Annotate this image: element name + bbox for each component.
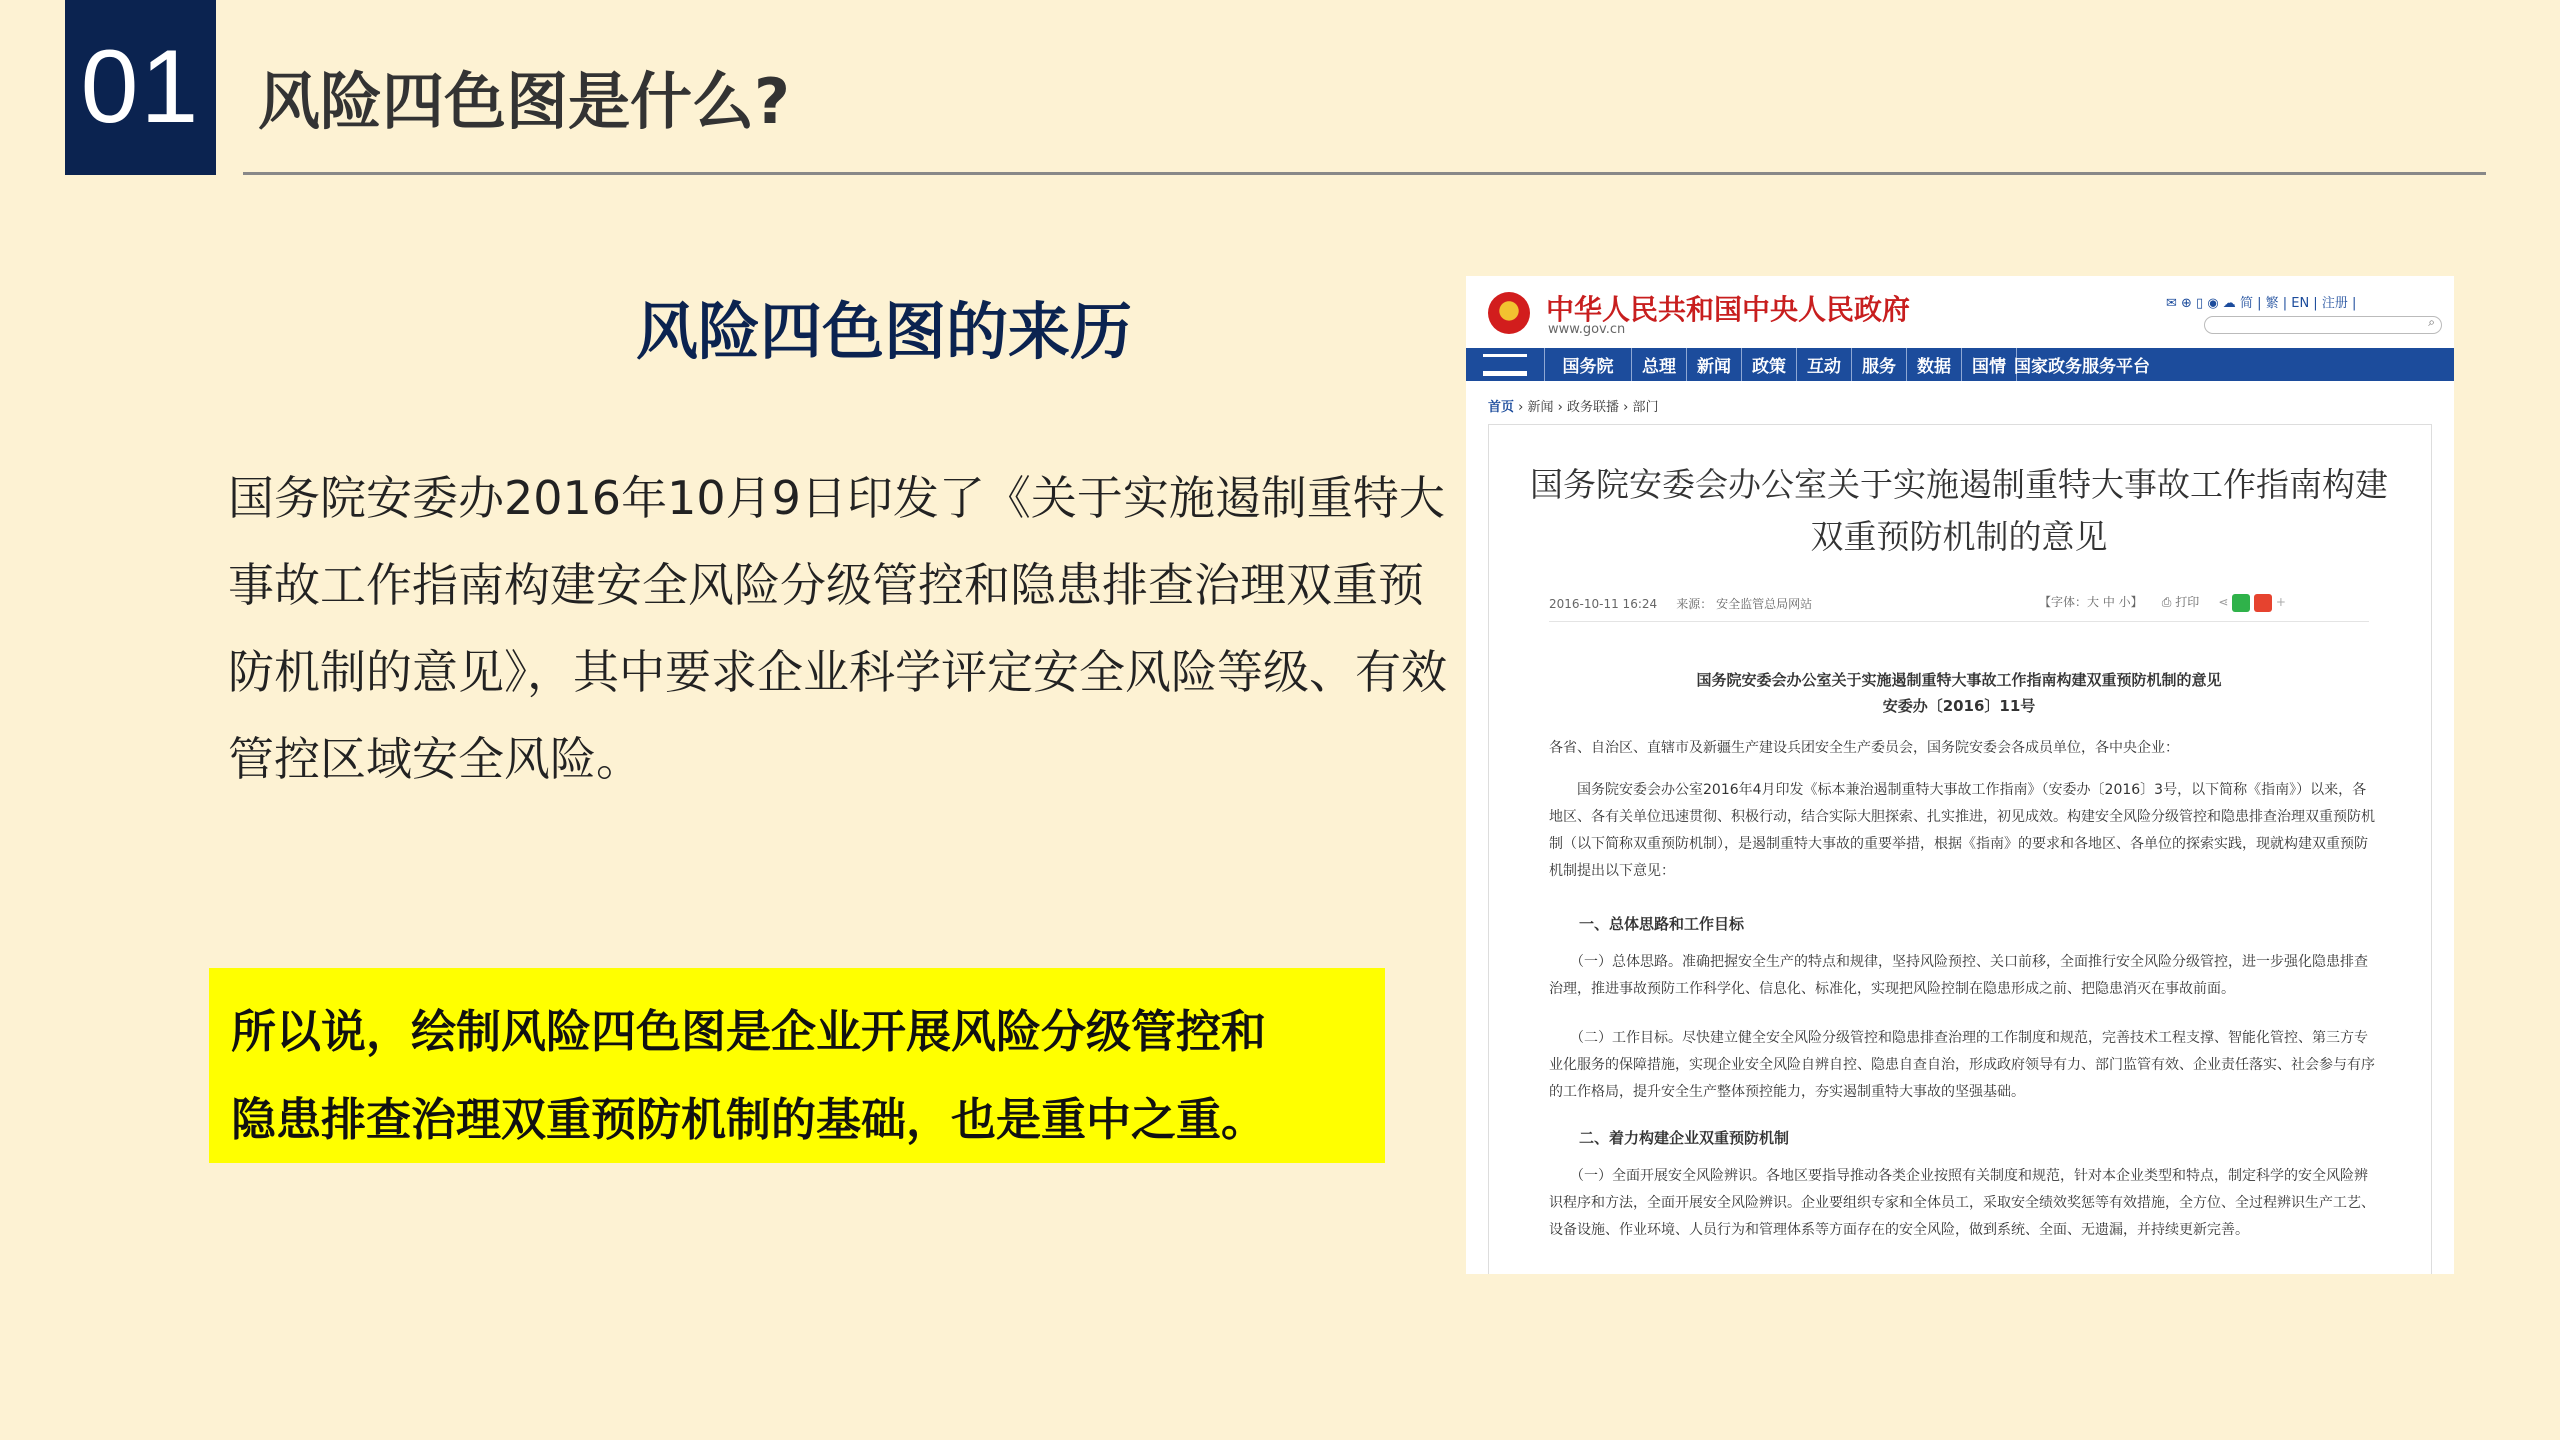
doc-paragraph-intro: 国务院安委会办公室2016年4月印发《标本兼治遏制重特大事故工作指南》（安委办〔2016〕3号，以下简称《指南》）以来，各地区、各有关单位迅速贯彻、积极行动，结合实际大胆探索、扎实推进，初见成效。构建安全风险分级管控和隐患排查治理双重预防机制（以下简称双重预防机制），是遏制重特大事故的重要举措，根据《指南》的要求和各地区、各单位的探索实践，现就构建双重预防机制提出以下意见： xyxy=(1549,782,2375,879)
top-links[interactable]: ✉ ⊕ ▯ ◉ ☁ 简 | 繁 | EN | 注册 | xyxy=(2166,296,2357,311)
main-nav xyxy=(1466,348,2454,381)
breadcrumb-separator: › xyxy=(1557,400,1567,415)
breadcrumb-home[interactable]: 首页 xyxy=(1488,400,1515,415)
national-emblem-icon xyxy=(1488,292,1530,334)
breadcrumb-separator: › xyxy=(1623,400,1633,415)
article-date: 2016-10-11 16:24 xyxy=(1549,597,1658,611)
doc-paragraph-1-1: （一）总体思路。准确把握安全生产的特点和规律，坚持风险预控、关口前移，全面推行安全风险分级管控，进一步强化隐患排查治理，推进事故预防工作科学化、信息化、标准化，实现把风险控制在隐患形成之前、把隐患消灭在事故前面。 xyxy=(1549,954,2368,997)
wechat-icon[interactable] xyxy=(2232,594,2250,612)
breadcrumb-gov-broadcast[interactable]: 政务联播 xyxy=(1567,400,1620,415)
nav-item-policy[interactable]: 政策 xyxy=(1742,348,1797,381)
title-divider xyxy=(243,172,2486,175)
home-icon[interactable] xyxy=(1466,348,1545,381)
highlight-box xyxy=(209,968,1385,1163)
page-title: 风险四色图是什么? xyxy=(258,65,790,138)
share-icon[interactable]: ⋖ xyxy=(2218,595,2229,609)
section-number: 01 xyxy=(65,0,216,175)
nav-item-service-platform[interactable]: 国家政务服务平台 xyxy=(2014,357,2150,377)
doc-heading-2: 二、着力构建企业双重预防机制 xyxy=(1579,1129,1790,1147)
body-paragraph: 国务院安委办2016年10月9日印发了《关于实施遏制重特大事故工作指南构建安全风险分级管控和隐患排查治理双重预防机制的意见》，其中要求企业科学评定安全风险等级、有效管控区域安全风险。 xyxy=(228,471,1447,786)
section-title: 风险四色图的来历 xyxy=(636,295,1133,368)
font-size-control[interactable]: 【字体：大 中 小】 xyxy=(2039,595,2143,609)
more-icon[interactable]: + xyxy=(2275,595,2286,609)
article-title: 国务院安委会办公室关于实施遏制重特大事故工作指南构建双重预防机制的意见 xyxy=(1530,465,2388,556)
site-name: 中华人民共和国中央人民政府 xyxy=(1546,293,1911,326)
weibo-icon[interactable] xyxy=(2254,594,2272,612)
document-title: 国务院安委会办公室关于实施遏制重特大事故工作指南构建双重预防机制的意见 xyxy=(1696,671,2222,689)
breadcrumb-news[interactable]: 新闻 xyxy=(1527,400,1554,415)
doc-paragraph-address: 各省、自治区、直辖市及新疆生产建设兵团安全生产委员会，国务院安委会各成员单位，各中央企业： xyxy=(1549,740,2179,756)
breadcrumb xyxy=(1488,396,1659,415)
article-panel xyxy=(1488,424,2432,1274)
document-number: 安委办〔2016〕11号 xyxy=(1882,697,2036,715)
webpage-screenshot xyxy=(1466,276,2454,1274)
breadcrumb-department[interactable]: 部门 xyxy=(1632,400,1659,415)
nav-item-data[interactable]: 数据 xyxy=(1907,348,1962,381)
doc-heading-1: 一、总体思路和工作目标 xyxy=(1579,915,1745,933)
doc-paragraph-2-1: （一）全面开展安全风险辨识。各地区要指导推动各类企业按照有关制度和规范，针对本企业类型和特点，制定科学的安全风险辨识程序和方法，全面开展安全风险辨识。企业要组织专家和全体员工，采取安全绩效奖惩等有效措施，全方位、全过程辨识生产工艺、设备设施、作业环境、人员行为和管理体系等方面存在的安全风险，做到系统、全面、无遗漏，并持续更新完善。 xyxy=(1549,1168,2375,1238)
site-url: www.gov.cn xyxy=(1548,322,1626,337)
article-meta xyxy=(1549,595,1812,612)
breadcrumb-separator: › xyxy=(1518,400,1528,415)
meta-divider xyxy=(1549,621,2369,622)
article-source: 来源： 安全监管总局网站 xyxy=(1676,597,1813,611)
article-tools xyxy=(2039,593,2286,612)
highlight-line-2: 隐患排查治理双重预防机制的基础，也是重中之重。 xyxy=(231,1093,1267,1146)
nav-item-news[interactable]: 新闻 xyxy=(1687,348,1742,381)
nav-item-premier[interactable]: 总理 xyxy=(1632,348,1687,381)
highlight-line-1: 所以说，绘制风险四色图是企业开展风险分级管控和 xyxy=(231,1005,1267,1058)
search-icon[interactable]: ⌕ xyxy=(2428,315,2435,329)
nav-item-interaction[interactable]: 互动 xyxy=(1797,348,1852,381)
nav-item-national-info[interactable]: 国情 xyxy=(1962,348,2017,381)
nav-item-state-council[interactable]: 国务院 xyxy=(1545,348,1632,381)
search-input[interactable] xyxy=(2204,316,2442,334)
nav-item-service[interactable]: 服务 xyxy=(1852,348,1907,381)
doc-paragraph-1-2: （二）工作目标。尽快建立健全安全风险分级管控和隐患排查治理的工作制度和规范，完善技术工程支撑、智能化管控、第三方专业化服务的保障措施，实现企业安全风险自辨自控、隐患自查自治，形成政府领导有力、部门监管有效、企业责任落实、社会参与有序的工作格局，提升安全生产整体预控能力，夯实遏制重特大事故的坚强基础。 xyxy=(1549,1030,2375,1100)
print-button[interactable]: 打印 xyxy=(2175,595,2200,609)
print-icon[interactable]: ⎙ xyxy=(2161,595,2172,609)
site-header xyxy=(1466,276,2454,348)
